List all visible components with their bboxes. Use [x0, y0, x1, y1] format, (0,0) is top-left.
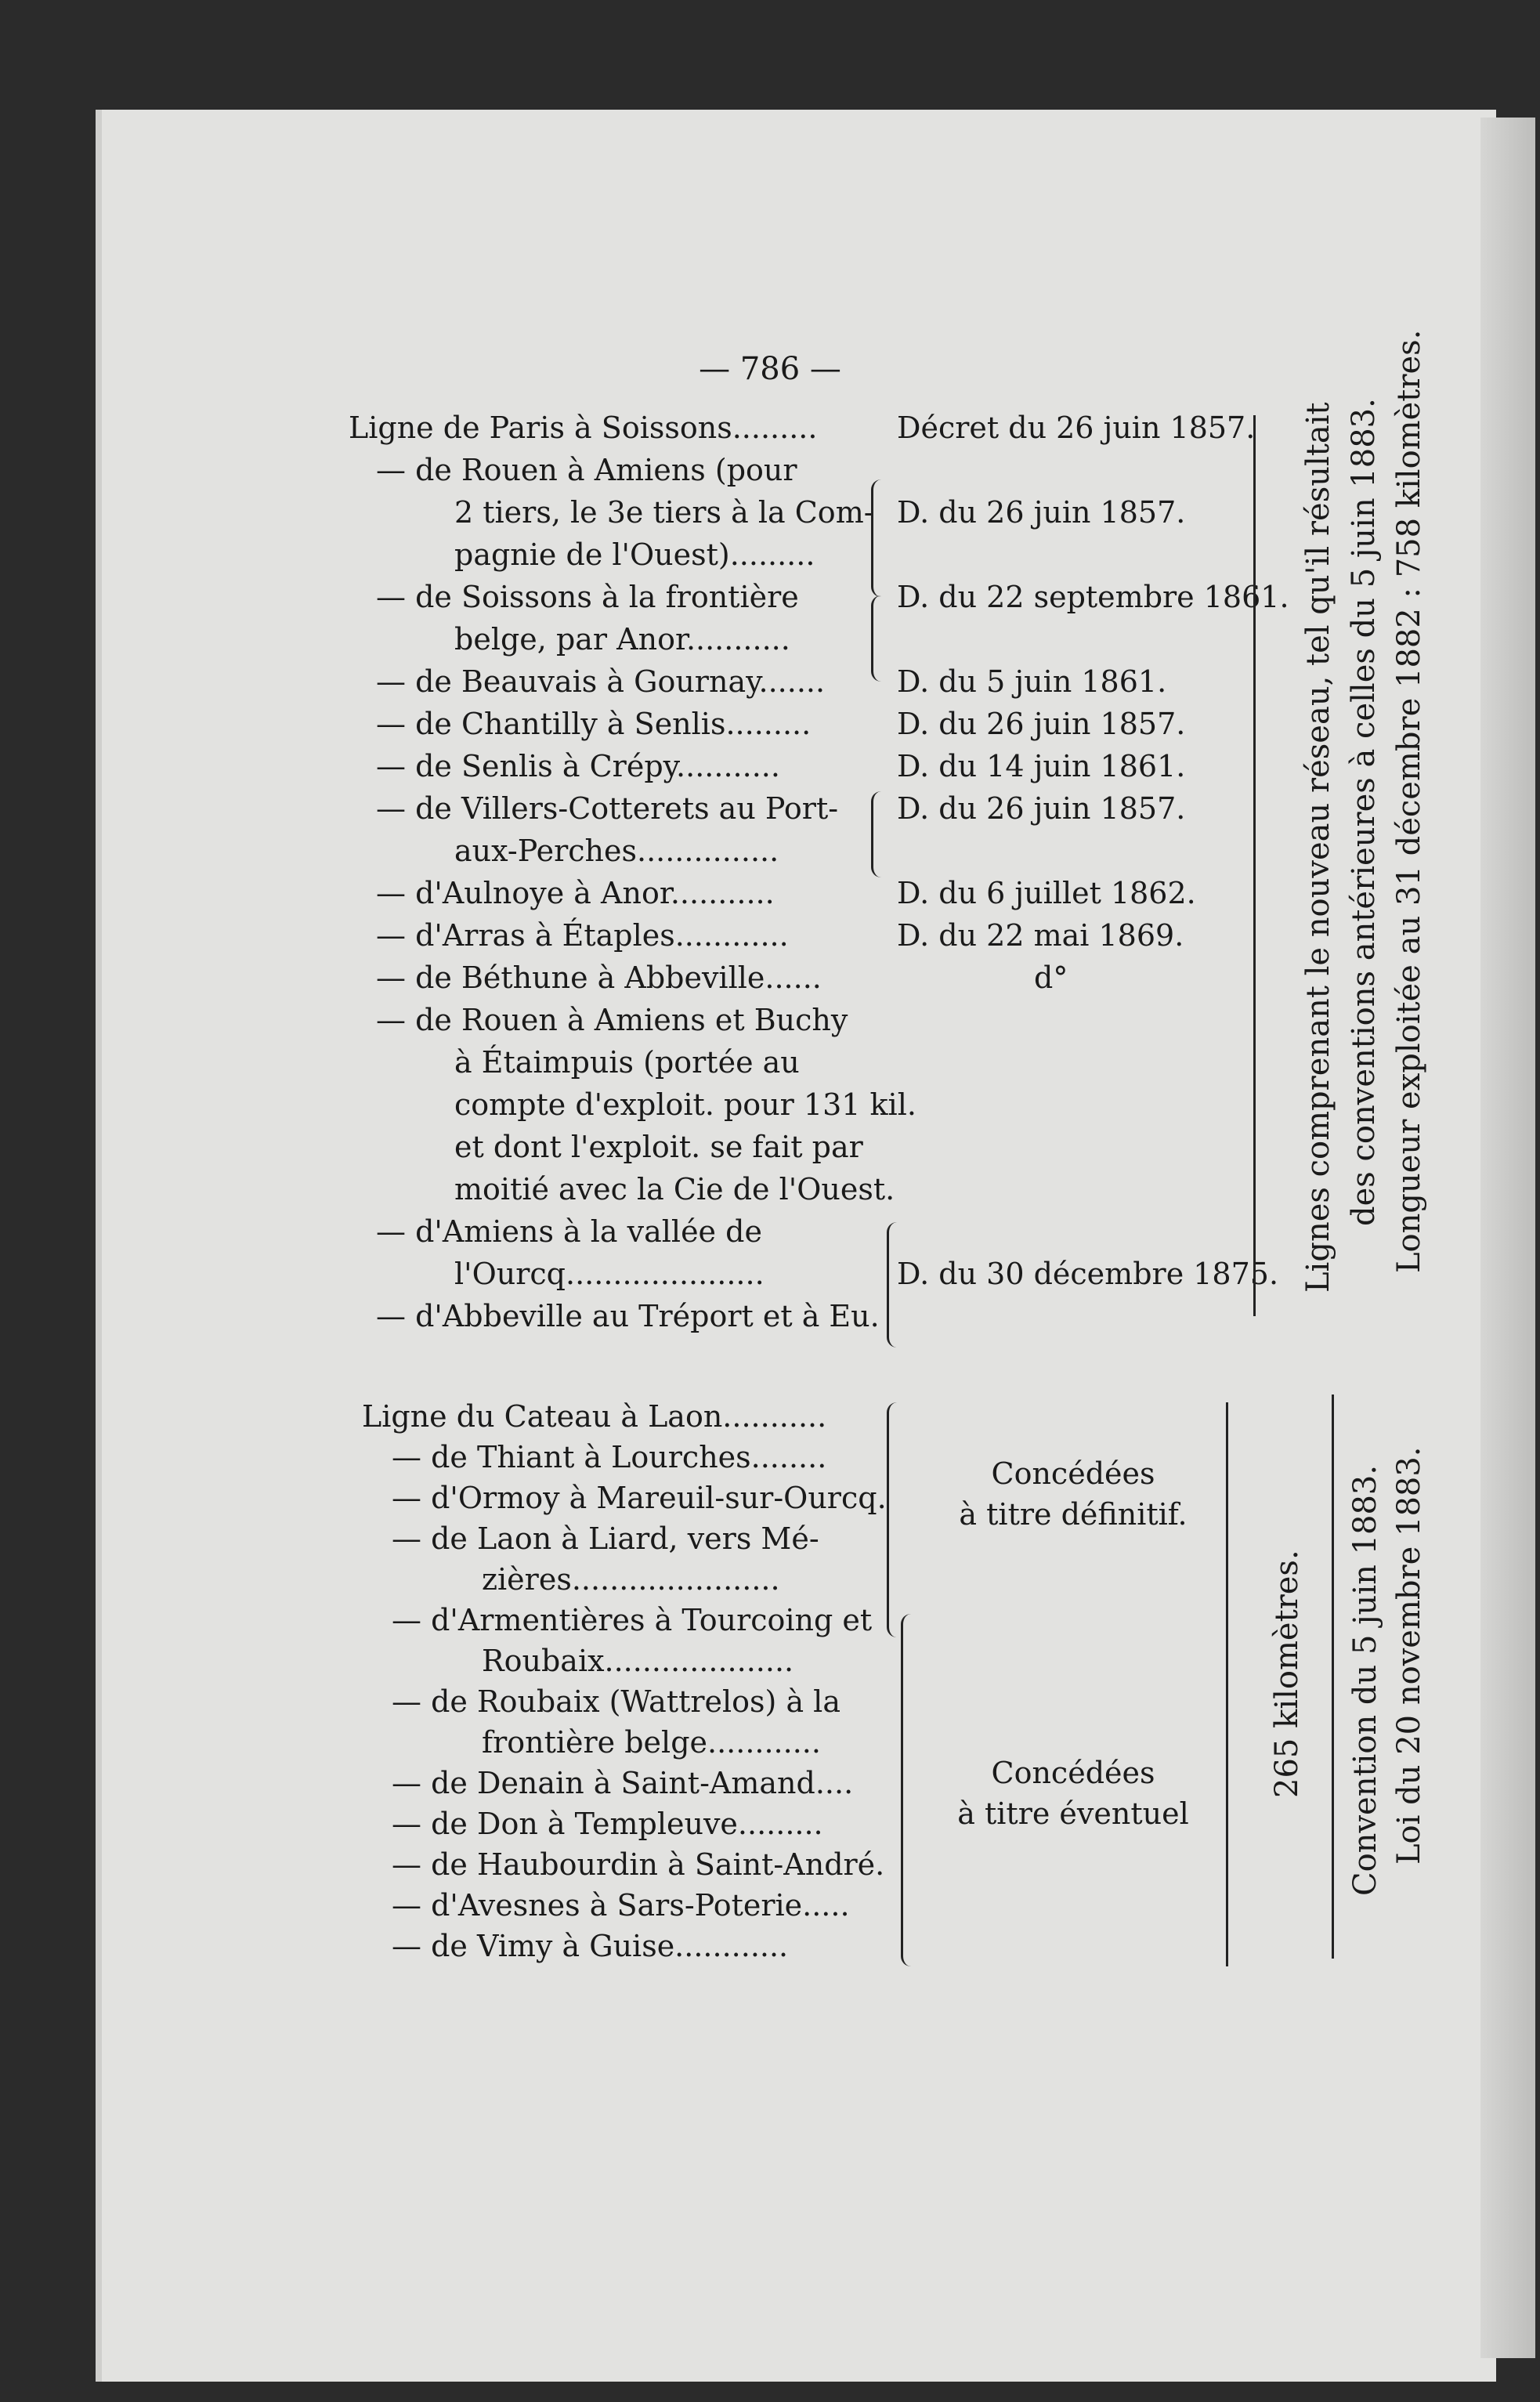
- page-number: — 786 —: [699, 351, 841, 387]
- line-entry: — de Chantilly à Senlis.........: [376, 707, 812, 741]
- line-entry: aux-Perches...............: [454, 834, 779, 868]
- line-entry: — de Laon à Liard, vers Mé-: [392, 1521, 819, 1556]
- line-entry: — d'Ormoy à Mareuil-sur-Ourcq.: [392, 1481, 887, 1515]
- brace: [871, 479, 881, 597]
- line-entry: Ligne du Cateau à Laon...........: [362, 1399, 827, 1434]
- line-entry: — de Rouen à Amiens et Buchy: [376, 1003, 848, 1037]
- line-entry: — d'Armentières à Tourcoing et: [392, 1603, 873, 1637]
- decree-ref: D. du 30 décembre 1875.: [897, 1257, 1279, 1291]
- line-entry: — de Béthune à Abbeville......: [376, 960, 822, 995]
- line-entry: — d'Amiens à la vallée de: [376, 1214, 762, 1249]
- group2-side-2: Loi du 20 novembre 1883.: [1391, 1446, 1427, 1865]
- line-entry: — de Senlis à Crépy...........: [376, 749, 780, 783]
- line-entry: pagnie de l'Ouest).........: [454, 537, 815, 572]
- line-entry: et dont l'exploit. se fait par: [454, 1130, 863, 1164]
- decree-ref: D. du 5 juin 1861.: [897, 664, 1167, 699]
- decree-ref: D. du 22 septembre 1861.: [897, 580, 1289, 614]
- group2-a-line2: à titre définitif.: [959, 1497, 1188, 1532]
- brace: [871, 595, 881, 682]
- group2-a-line1: Concédées: [991, 1456, 1155, 1491]
- line-entry: — de Soissons à la frontière: [376, 580, 799, 614]
- decree-ref: D. du 26 juin 1857.: [897, 495, 1186, 530]
- decree-ref: D. du 14 juin 1861.: [897, 749, 1186, 783]
- line-entry: — de Denain à Saint-Amand....: [392, 1766, 854, 1800]
- line-entry: belge, par Anor...........: [454, 622, 790, 657]
- group2-b-line1: Concédées: [991, 1756, 1155, 1790]
- line-entry: — d'Avesnes à Sars-Poterie.....: [392, 1888, 850, 1923]
- line-entry: l'Ourcq.....................: [454, 1257, 765, 1291]
- decree-ref: D. du 26 juin 1857.: [897, 791, 1186, 826]
- brace: [871, 791, 881, 877]
- side-text-3: Longueur exploitée au 31 décembre 1882 : 758 kilomètres.: [1391, 329, 1427, 1273]
- brace: [901, 1614, 911, 1966]
- line-entry: — de Don à Templeuve.........: [392, 1807, 823, 1841]
- page-edge: [1480, 118, 1535, 2358]
- line-entry: — d'Aulnoye à Anor...........: [376, 876, 775, 910]
- line-entry: — de Haubourdin à Saint-André.: [392, 1847, 885, 1882]
- line-entry: — de Roubaix (Wattrelos) à la: [392, 1684, 840, 1719]
- brace: [887, 1402, 897, 1637]
- line-entry: 2 tiers, le 3e tiers à la Com-: [454, 495, 874, 530]
- side-rule: [1253, 415, 1256, 1316]
- decree-ref: D. du 26 juin 1857.: [897, 707, 1186, 741]
- line-entry: Roubaix....................: [482, 1644, 794, 1678]
- line-entry: moitié avec la Cie de l'Ouest.: [454, 1172, 895, 1206]
- side-text-2: des conventions antérieures à celles du 5 juin 1883.: [1346, 398, 1382, 1226]
- decree-ref: D. du 6 juillet 1862.: [897, 876, 1196, 910]
- line-entry: — de Villers-Cotterets au Port-: [376, 791, 839, 826]
- group2-rule-2: [1332, 1395, 1334, 1959]
- line-entry: — de Beauvais à Gournay.......: [376, 664, 826, 699]
- line-entry: — de Vimy à Guise............: [392, 1929, 789, 1963]
- decree-ref: Décret du 26 juin 1857.: [897, 411, 1256, 445]
- group2-b-line2: à titre éventuel: [957, 1796, 1189, 1831]
- line-entry: à Étaimpuis (portée au: [454, 1045, 800, 1080]
- line-entry: — de Rouen à Amiens (pour: [376, 453, 797, 487]
- page: [102, 110, 1496, 2382]
- line-entry: frontière belge............: [482, 1725, 821, 1760]
- decree-ref: d°: [1034, 960, 1068, 995]
- line-entry: — d'Arras à Étaples............: [376, 918, 789, 953]
- side-text-1: Lignes comprenant le nouveau réseau, tel qu'il résultait: [1300, 402, 1336, 1293]
- group2-rule: [1226, 1402, 1228, 1966]
- line-entry: zières......................: [482, 1562, 780, 1597]
- group2-side-1: Convention du 5 juin 1883.: [1347, 1464, 1383, 1896]
- decree-ref: D. du 22 mai 1869.: [897, 918, 1184, 953]
- line-entry: — d'Abbeville au Tréport et à Eu.: [376, 1299, 880, 1333]
- line-entry: compte d'exploit. pour 131 kil.: [454, 1087, 916, 1122]
- group2-km: 265 kilomètres.: [1269, 1550, 1305, 1798]
- line-entry: — de Thiant à Lourches........: [392, 1440, 827, 1474]
- brace: [887, 1222, 897, 1348]
- line-entry: Ligne de Paris à Soissons.........: [349, 411, 818, 445]
